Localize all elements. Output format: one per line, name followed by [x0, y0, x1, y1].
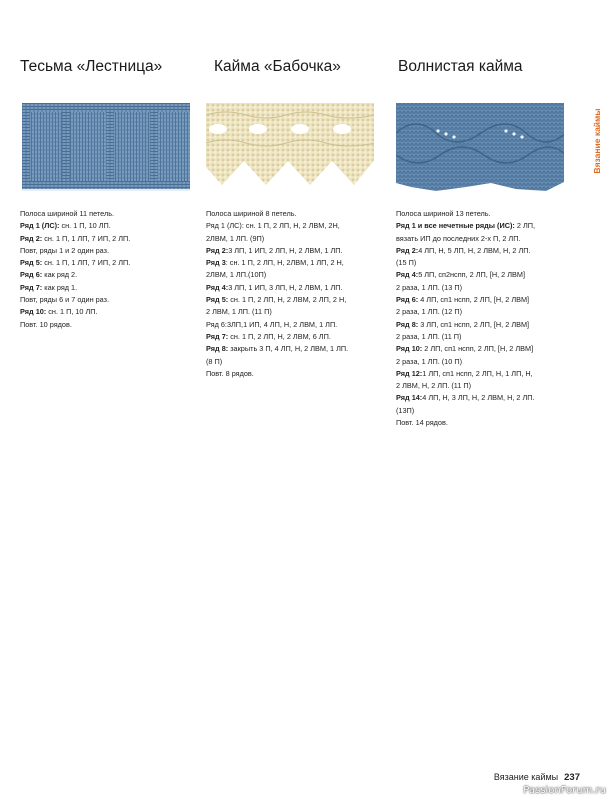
watermark: PassionForum.ru [523, 785, 606, 796]
instruction-row: Ряд 7: как ряд 1. [20, 282, 78, 292]
instruction-row: Ряд 5: сн. 1 П, 1 ЛП, 7 ИП, 2 ЛП. [20, 258, 131, 268]
instruction-row: Ряд 10: 2 ЛП, сп1 нспп, 2 ЛП, [Н, 2 ЛВМ] [396, 344, 534, 354]
instruction-row: Повт, ряды 1 и 2 один раз. [20, 245, 110, 255]
section-side-tab: Вязание каймы [592, 108, 602, 174]
instruction-row: Ряд 3: сн. 1 П, 2 ЛП, Н, 2ЛВМ, 1 ЛП, 2 Н, [206, 258, 344, 268]
instruction-row: 2 раза, 1 ЛП. (13 П) [396, 282, 462, 292]
instruction-row: Ряд 5: сн. 1 П, 2 ЛП, Н, 2 ЛВМ, 2 ЛП, 2 Н, [206, 295, 347, 305]
instruction-row: Ряд 2:3 ЛП, 1 ИП, 2 ЛП, Н, 2 ЛВМ, 1 ЛП. [206, 245, 343, 255]
instruction-row: Ряд 1 и все нечетные ряды (ИС): 2 ЛП, [396, 221, 536, 231]
instruction-row: 2 ЛВМ, Н, 2 ЛП. (11 П) [396, 381, 472, 391]
instruction-row: 2 раза, 1 ЛП. (12 П) [396, 307, 462, 317]
instruction-row: Ряд 8: закрыть 3 П, 4 ЛП, Н, 2 ЛВМ, 1 ЛП. [206, 344, 349, 354]
instruction-row: Ряд 2: сн. 1 П, 1 ЛП, 7 ИП, 2 ЛП. [20, 233, 131, 243]
instruction-row: Полоса шириной 13 петель. [396, 209, 491, 218]
instruction-row: Повт. 10 рядов. [20, 319, 72, 329]
instruction-row: Ряд 4:5 ЛП, сп2нспп, 2 ЛП, [Н, 2 ЛВМ] [396, 270, 526, 280]
pattern-title: Кайма «Бабочка» [214, 58, 341, 75]
page-footer [494, 772, 580, 783]
instruction-row: Ряд 8: 3 ЛП, сп1 нспп, 2 ЛП, [Н, 2 ЛВМ] [396, 319, 530, 329]
pattern-title: Волнистая кайма [398, 58, 523, 75]
instruction-row: Ряд 2:4 ЛП, Н, 5 ЛП, Н, 2 ЛВМ, Н, 2 ЛП. [396, 245, 531, 255]
instruction-row: 2 раза, 1 ЛП. (10 П) [396, 356, 462, 366]
pattern-instructions [20, 208, 192, 331]
instruction-row: Ряд 6: как ряд 2. [20, 270, 78, 280]
page-number: 237 [564, 772, 580, 783]
instruction-row: Ряд 6:3ЛП,1 ИП, 4 ЛП, Н, 2 ЛВМ, 1 ЛП. [206, 319, 338, 329]
footer-section-title: Вязание каймы [493, 772, 559, 782]
pattern-instructions [396, 208, 568, 429]
instruction-row: Ряд 12:1 ЛП, сп1 нспп, 2 ЛП, Н, 1 ЛП, Н, [396, 368, 533, 378]
pattern-title: Тесьма «Лестница» [20, 58, 163, 75]
instruction-row: Повт. 8 рядов. [206, 368, 254, 378]
instruction-row: 2 ЛВМ, 1 ЛП. (11 П) [206, 307, 272, 317]
instruction-row: Ряд 14:4 ЛП, Н, 3 ЛП, Н, 2 ЛВМ, Н, 2 ЛП. [396, 393, 535, 403]
instruction-row: (8 П) [206, 356, 223, 366]
instruction-row: Полоса шириной 11 петель. [20, 209, 115, 218]
pattern-instructions [206, 208, 378, 380]
instruction-row: Ряд 4:3 ЛП, 1 ИП, 3 ЛП, Н, 2 ЛВМ, 1 ЛП. [206, 282, 343, 292]
instruction-row: Повт, ряды 6 и 7 один раз. [20, 295, 110, 305]
instruction-row: Ряд 10: сн. 1 П, 10 ЛП. [20, 307, 98, 317]
instruction-row: (13П) [396, 405, 415, 415]
instruction-row: 2ЛВМ, 1 ЛП.(10П) [206, 270, 267, 280]
instruction-row: (15 П) [396, 258, 417, 268]
instruction-row: Ряд 7: сн. 1 П, 2 ЛП, Н, 2 ЛВМ, 6 ЛП. [206, 331, 331, 341]
instruction-row: Повт. 14 рядов. [396, 418, 448, 428]
instruction-row: 2ЛВМ, 1 ЛП. (9П) [206, 233, 265, 243]
ladder-swatch-photo [22, 103, 190, 191]
instruction-row: Полоса шириной 8 петель. [206, 209, 297, 218]
instruction-row: 2 раза, 1 ЛП. (11 П) [396, 331, 462, 341]
instruction-row: Ряд 1 (ЛС): сн. 1 П, 10 ЛП. [20, 221, 111, 231]
wavy-swatch-photo [396, 103, 564, 191]
instruction-row: Ряд 6: 4 ЛП, сп1 нспп, 2 ЛП, [Н, 2 ЛВМ] [396, 295, 530, 305]
butterfly-swatch-photo [206, 103, 374, 191]
instruction-row: вязать ИП до последних 2-х П, 2 ЛП. [396, 233, 521, 243]
instruction-row: Ряд 1 (ЛС): сн. 1 П, 2 ЛП, Н, 2 ЛВМ, 2Н, [206, 221, 340, 231]
